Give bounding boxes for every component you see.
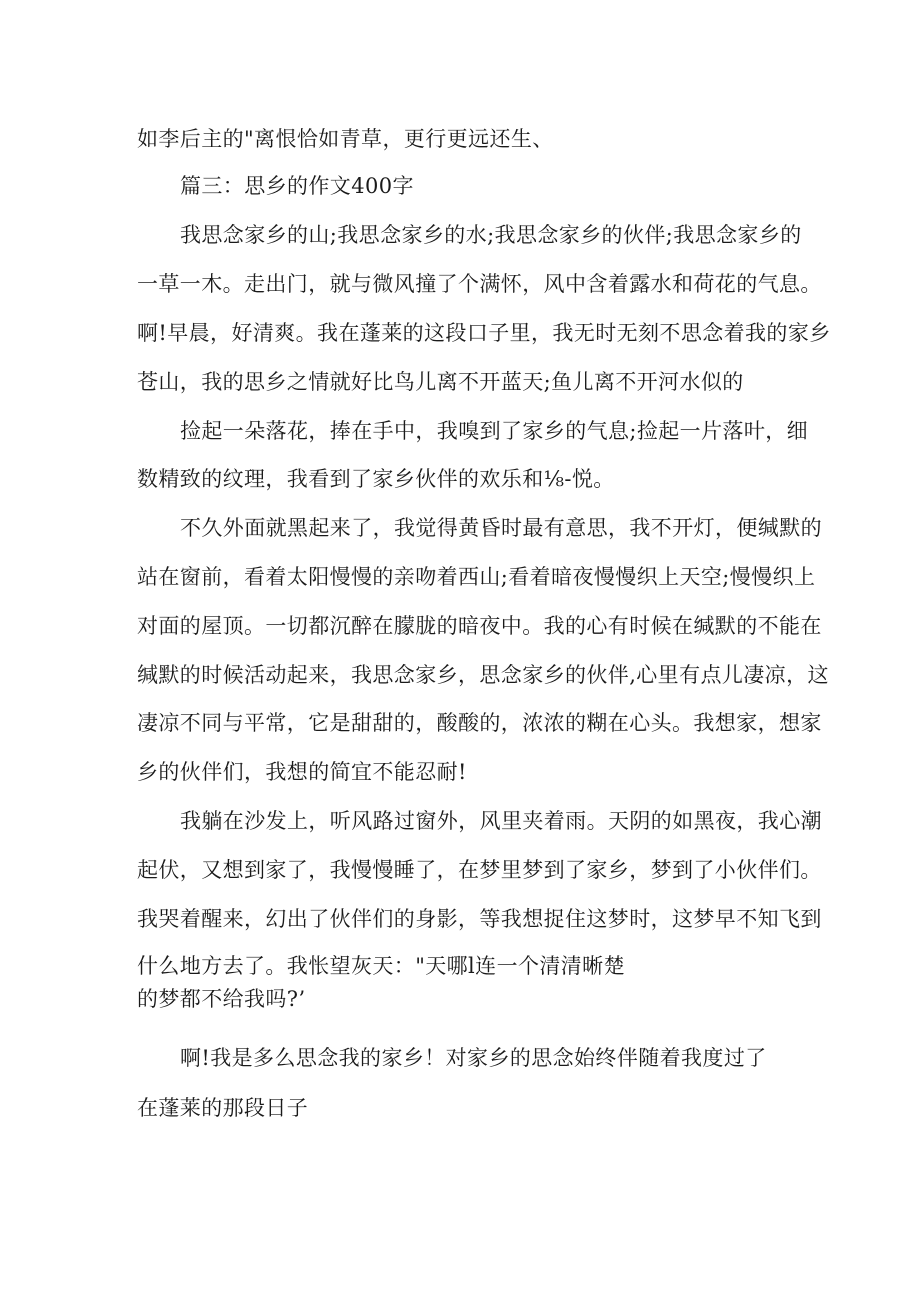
text-line: 捡起一朵落花，捧在手中，我嗅到了家乡的气息;捡起一片落叶，细 bbox=[180, 419, 809, 443]
text-line: 啊!早晨，好清爽。我在蓬莱的这段口子里，我无时无刻不思念着我的家乡 bbox=[137, 321, 831, 345]
text-line: 起伏，又想到家了，我慢慢睡了，在梦里梦到了家乡，梦到了小伙伴们。 bbox=[137, 858, 822, 882]
text-line: 什么地方去了。我怅望灰天："天哪l连一个清清晰楚 bbox=[137, 954, 625, 978]
text-line: 站在窗前，看着太阳慢慢的亲吻着西山;看着暗夜慢慢织上天空;慢慢织上 bbox=[137, 565, 816, 589]
text-line: 啊!我是多么思念我的家乡！对家乡的思念始终伴随着我度过了 bbox=[180, 1046, 767, 1070]
text-line: 在蓬莱的那段日子 bbox=[137, 1096, 309, 1120]
text-line: 我思念家乡的山;我思念家乡的水;我思念家乡的伙伴;我思念家乡的 bbox=[180, 223, 802, 247]
text-line: 凄凉不同与平常，它是甜甜的，酸酸的，浓浓的糊在心头。我想家，想家 bbox=[137, 711, 822, 735]
text-line: 对面的屋顶。一切都沉醉在朦胧的暗夜中。我的心有时候在缄默的不能在 bbox=[137, 614, 822, 638]
text-line: 乡的伙伴们，我想的简宜不能忍耐! bbox=[137, 760, 467, 784]
text-line: 不久外面就黑起来了，我觉得黄昏时最有意思，我不开灯，便缄默的 bbox=[180, 516, 822, 540]
text-line: 苍山，我的思乡之情就好比鸟儿离不开蓝天;鱼儿离不开河水似的 bbox=[137, 370, 744, 394]
text-line: 我哭着醒来，幻出了伙伴们的身影，等我想捉住这梦时，这梦早不知飞到 bbox=[137, 907, 822, 931]
section-heading: 篇三：思乡的作文400字 bbox=[180, 174, 414, 198]
text-line: 数精致的纹理，我看到了家乡伙伴的欢乐和⅛-悦。 bbox=[137, 467, 615, 491]
text-line: 如李后主的"离恨恰如青草，更行更远还生、 bbox=[137, 127, 554, 151]
text-line: 我躺在沙发上，听风路过窗外，风里夹着雨。天阴的如黑夜，我心潮 bbox=[180, 809, 822, 833]
text-line: 缄默的时候活动起来，我思念家乡，思念家乡的伙伴,心里有点儿凄凉，这 bbox=[137, 663, 829, 687]
text-line: 的梦都不给我吗?’ bbox=[137, 987, 306, 1011]
text-line: 一草一木。走出门，就与微风撞了个满怀，风中含着露水和荷花的气息。 bbox=[137, 272, 822, 296]
